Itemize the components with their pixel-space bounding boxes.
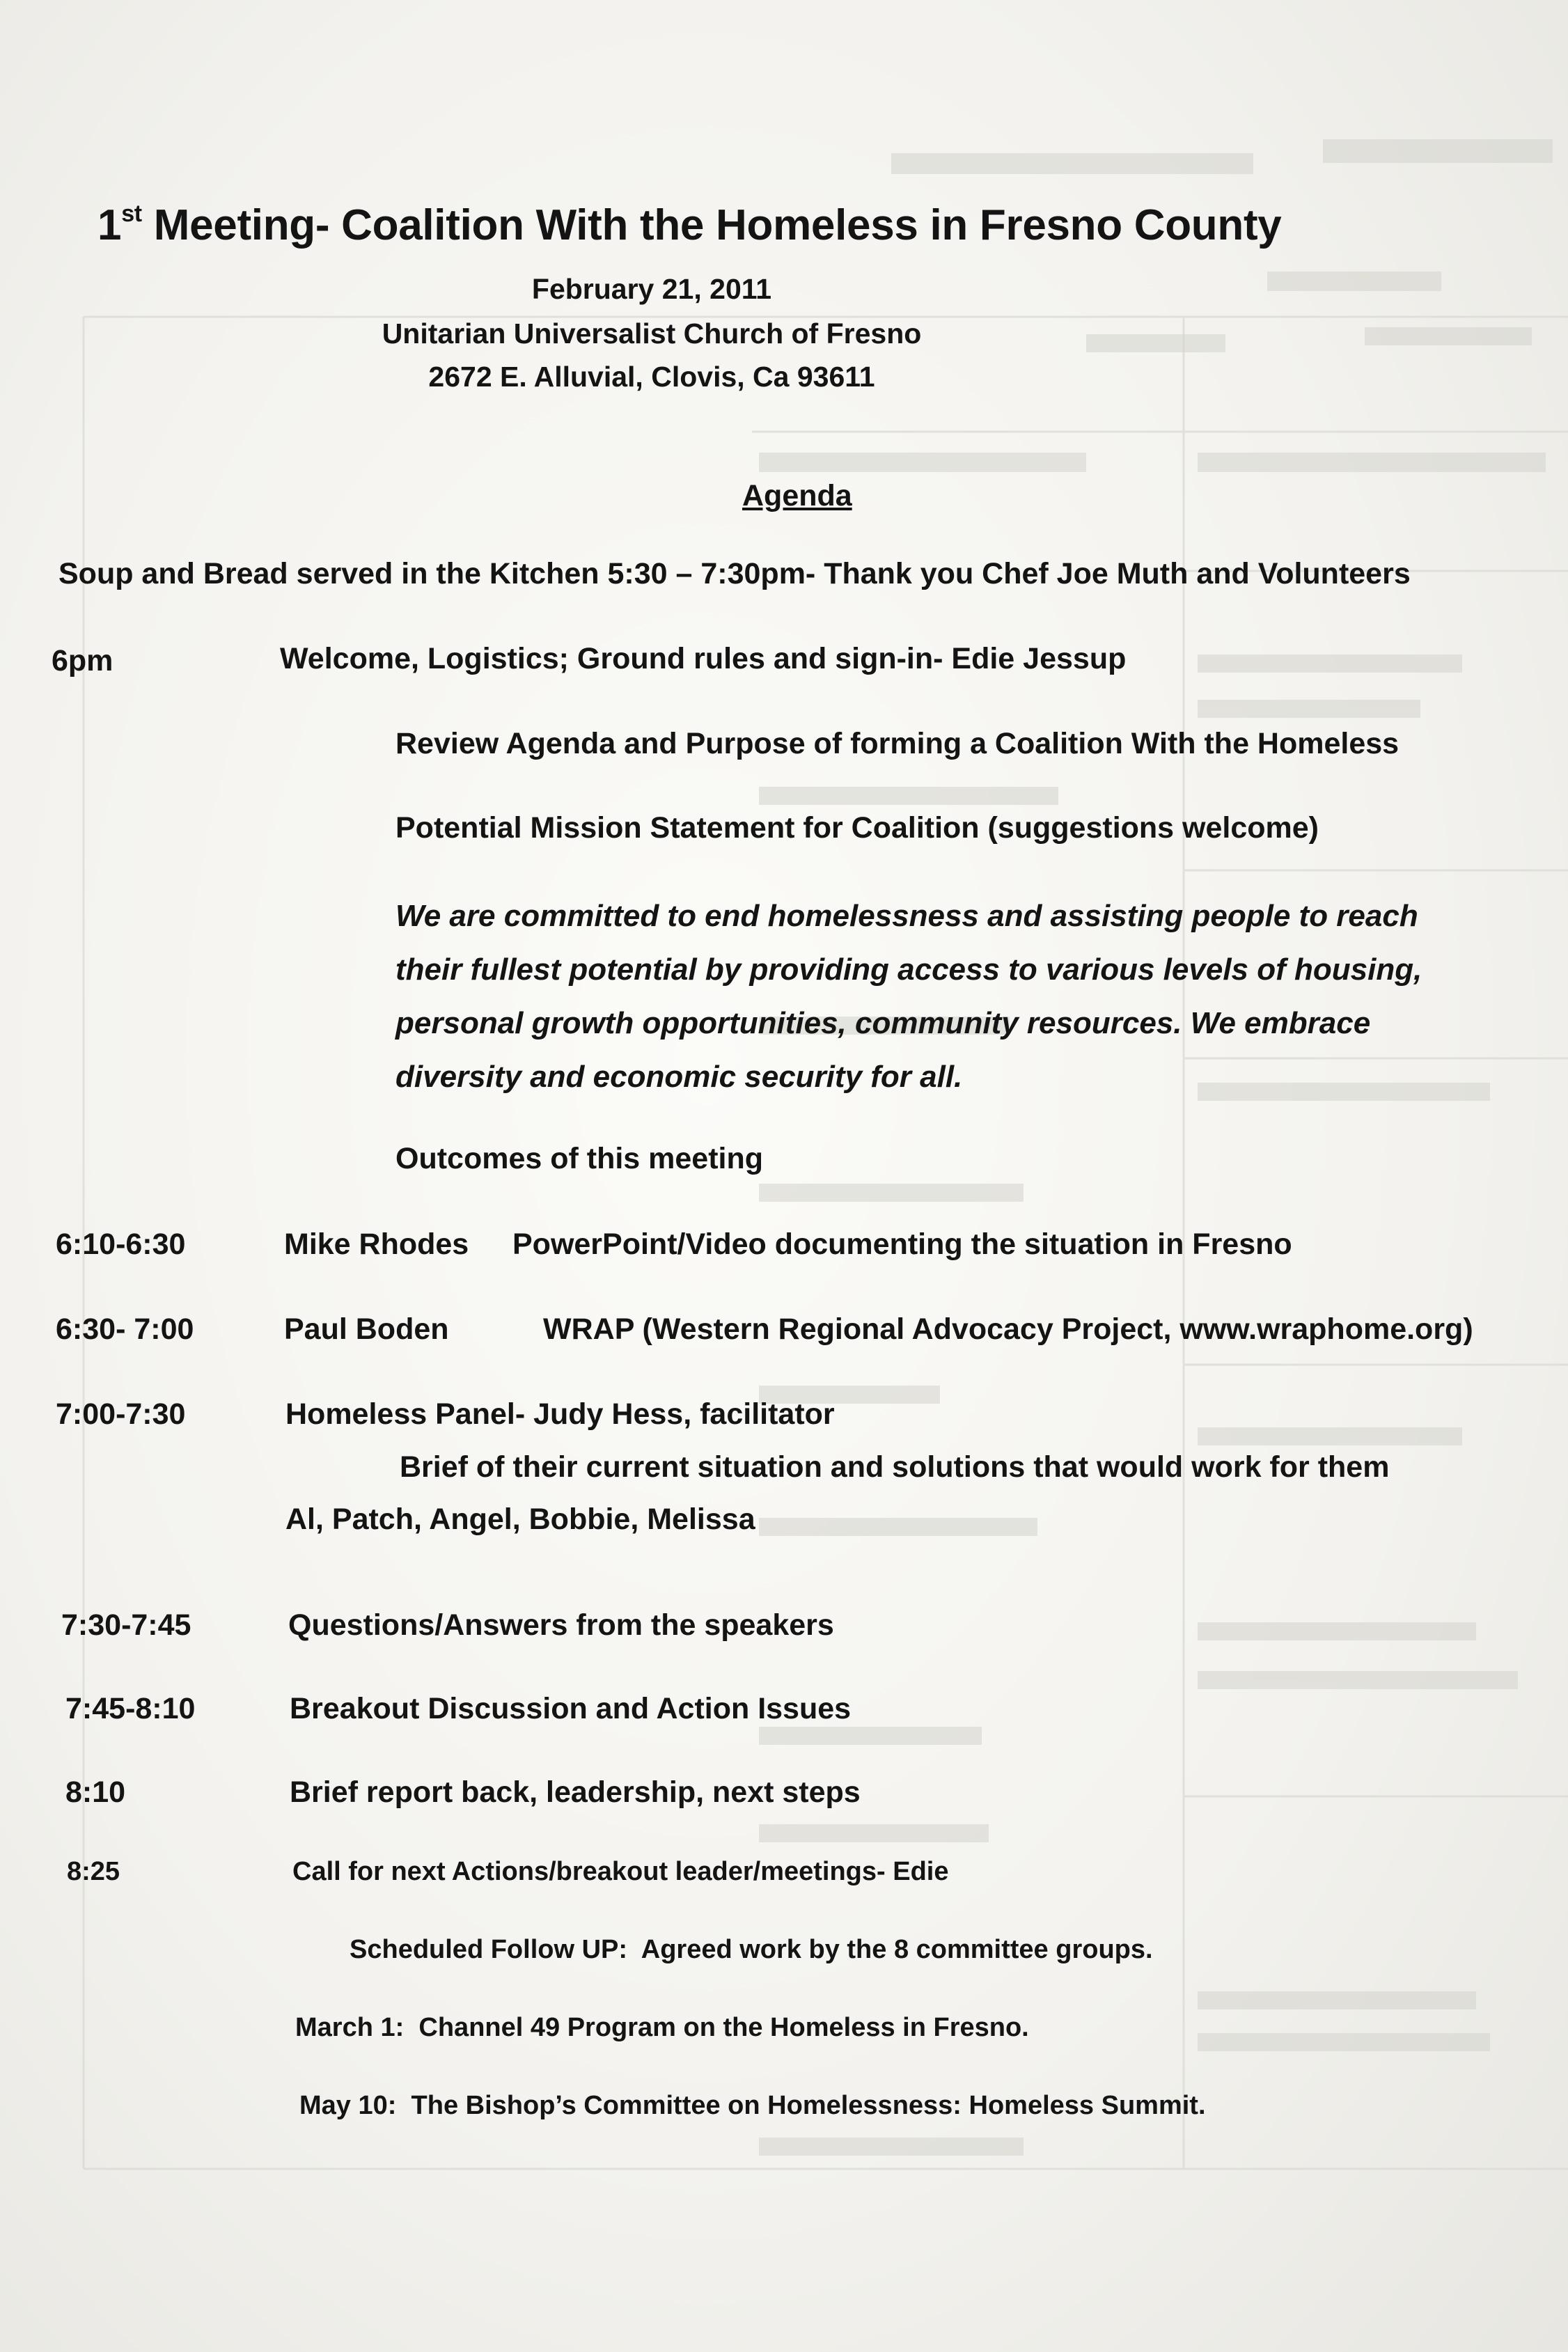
time-slot: 6:30- 7:00 (56, 1312, 194, 1346)
outcomes-item: Outcomes of this meeting (395, 1142, 764, 1175)
document-title (97, 201, 1281, 250)
event-date: May 10: (299, 2091, 397, 2120)
followup-label: Scheduled Follow UP: (350, 1935, 628, 1964)
intro-line: Soup and Bread served in the Kitchen 5:30 – 7:30pm- Thank you Chef Joe Muth and Volunteers (58, 557, 1411, 590)
title-superscript: st (121, 201, 142, 227)
agenda-heading: Agenda (742, 479, 852, 512)
title-ordinal: 1 (97, 201, 122, 249)
agenda-item: Call for next Actions/breakout leader/meetings- Edie (292, 1857, 949, 1886)
event-date: March 1: (295, 2013, 405, 2042)
dated-event (295, 2013, 1029, 2043)
panel-names: Al, Patch, Angel, Bobbie, Melissa (285, 1503, 755, 1536)
speaker-name: Mike Rhodes (284, 1228, 469, 1261)
agenda-item: Brief report back, leadership, next steps (290, 1775, 861, 1809)
time-slot: 6:10-6:30 (56, 1228, 186, 1261)
time-slot: 7:30-7:45 (61, 1608, 191, 1642)
time-slot: 7:45-8:10 (65, 1692, 196, 1725)
time-6pm: 6pm (52, 644, 113, 677)
mission-statement: We are committed to end homelessness and assisting people to reach their fullest potential by providing access to various levels of housing, personal growth opportunities, community resources. We embrace diversity and economic security for all. (395, 899, 1422, 1094)
speaker-topic: WRAP (Western Regional Advocacy Project, www.wraphome.org) (543, 1312, 1473, 1346)
panel-description: Brief of their current situation and solutions that would work for them (400, 1450, 1390, 1484)
agenda-item: Questions/Answers from the speakers (288, 1608, 834, 1642)
speaker-topic: PowerPoint/Video documenting the situation in Fresno (512, 1228, 1292, 1261)
meeting-address: 2672 E. Alluvial, Clovis, Ca 93611 (428, 361, 875, 393)
followup-text: Agreed work by the 8 committee groups. (641, 1935, 1153, 1964)
meeting-date: February 21, 2011 (531, 273, 772, 305)
title-main: Meeting- Coalition With the Homeless in Fresno County (141, 201, 1282, 249)
time-slot: 8:10 (65, 1775, 126, 1809)
event-text: The Bishop’s Committee on Homelessness: Homeless Summit. (411, 2091, 1206, 2120)
meeting-venue: Unitarian Universalist Church of Fresno (382, 317, 922, 350)
welcome-item: Welcome, Logistics; Ground rules and sign-in- Edie Jessup (280, 642, 1127, 675)
agenda-item: Breakout Discussion and Action Issues (290, 1692, 852, 1725)
time-slot: 8:25 (67, 1857, 120, 1886)
event-text: Channel 49 Program on the Homeless in Fresno. (418, 2013, 1029, 2042)
mission-heading: Potential Mission Statement for Coalition (suggestions welcome) (395, 811, 1319, 845)
time-slot: 7:00-7:30 (56, 1397, 186, 1431)
panel-title: Homeless Panel- Judy Hess, facilitator (285, 1397, 835, 1431)
dated-event (299, 2091, 1206, 2121)
speaker-name: Paul Boden (284, 1312, 449, 1346)
followup-line (350, 1935, 1153, 1965)
review-item: Review Agenda and Purpose of forming a Coalition With the Homeless (395, 727, 1400, 760)
